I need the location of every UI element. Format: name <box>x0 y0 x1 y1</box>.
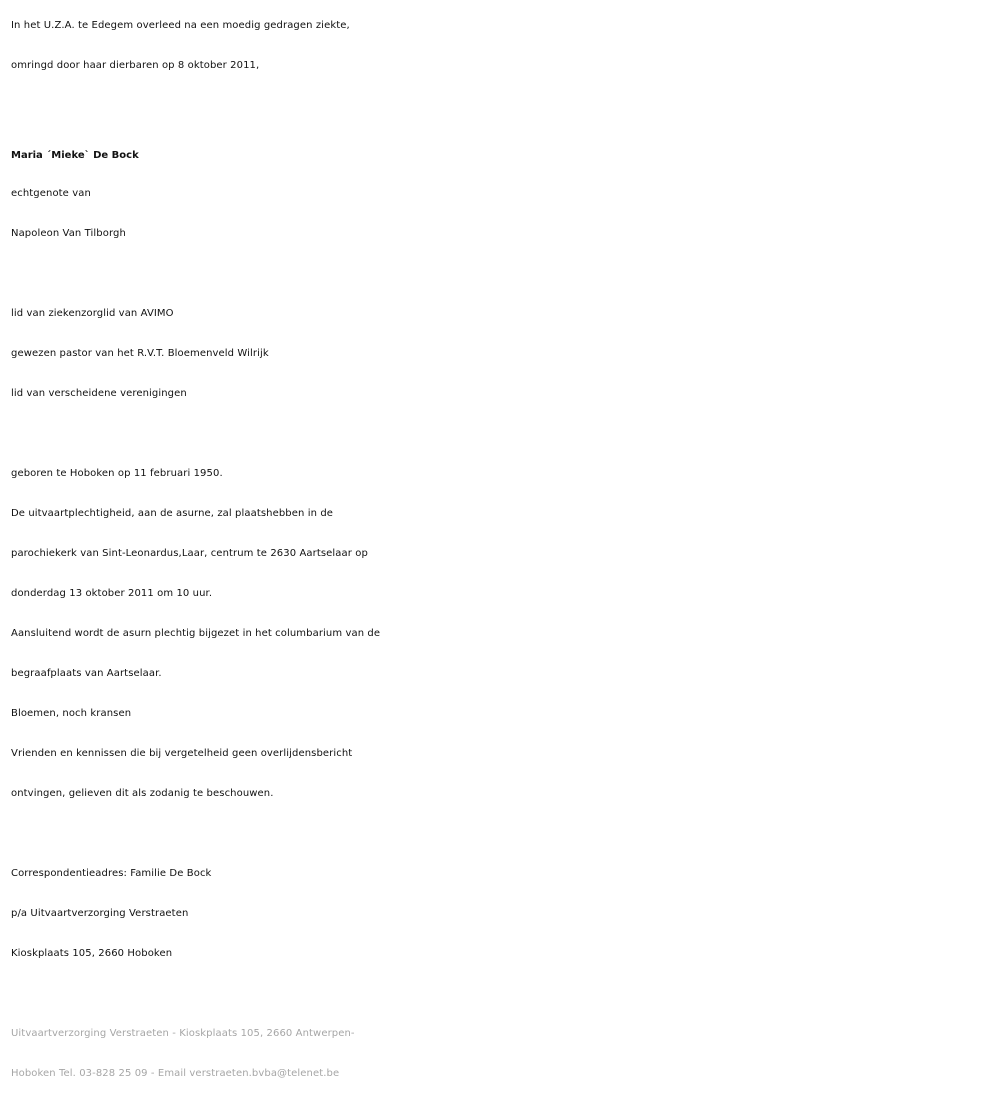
intro-line: In het U.Z.A. te Edegem overleed na een moedig gedragen ziekte, <box>11 20 350 31</box>
footer-line: Hoboken Tel. 03-828 25 09 - Email verstraeten.bvba@telenet.be <box>11 1068 340 1079</box>
detail-line: ontvingen, gelieven dit als zodanig te beschouwen. <box>11 788 274 799</box>
correspondence-line: p/a Uitvaartverzorging Verstraeten <box>11 908 189 919</box>
funeral-home-footer <box>11 1014 991 1094</box>
relation-label: echtgenote van <box>11 188 91 199</box>
detail-line: Bloemen, noch kransen <box>11 708 132 719</box>
deceased-name: Maria ´Mieke` De Bock <box>11 150 139 161</box>
membership-line: gewezen pastor van het R.V.T. Bloemenveld Wilrijk <box>11 348 269 359</box>
membership-line: lid van ziekenzorglid van AVIMO <box>11 308 174 319</box>
spacer <box>11 254 991 294</box>
spouse-name: Napoleon Van Tilborgh <box>11 228 126 239</box>
detail-line: Vrienden en kennissen die bij vergetelheid geen overlijdensbericht <box>11 748 353 759</box>
detail-line: donderdag 13 oktober 2011 om 10 uur. <box>11 588 213 599</box>
spacer <box>11 814 991 854</box>
detail-line: Aansluitend wordt de asurn plechtig bijgezet in het columbarium van de <box>11 628 381 639</box>
spacer <box>11 86 991 126</box>
spacer <box>11 414 991 454</box>
correspondence-line: Kioskplaats 105, 2660 Hoboken <box>11 948 173 959</box>
intro-line: omringd door haar dierbaren op 8 oktober 2011, <box>11 60 260 71</box>
intro-section <box>11 6 991 86</box>
membership-line: lid van verscheidene verenigingen <box>11 388 187 399</box>
detail-line: De uitvaartplechtigheid, aan de asurne, zal plaatshebben in de <box>11 508 334 519</box>
footer-line: Uitvaartverzorging Verstraeten - Kioskplaats 105, 2660 Antwerpen- <box>11 1028 355 1039</box>
details-section <box>11 454 991 814</box>
correspondence-line: Correspondentieadres: Familie De Bock <box>11 868 212 879</box>
memberships-section <box>11 294 991 414</box>
obituary-notice <box>11 6 991 1094</box>
deceased-section <box>11 132 991 254</box>
detail-line: begraafplaats van Aartselaar. <box>11 668 162 679</box>
detail-line: parochiekerk van Sint-Leonardus,Laar, centrum te 2630 Aartselaar op <box>11 548 368 559</box>
spacer <box>11 974 991 1014</box>
detail-line: geboren te Hoboken op 11 februari 1950. <box>11 468 223 479</box>
correspondence-section <box>11 854 991 974</box>
